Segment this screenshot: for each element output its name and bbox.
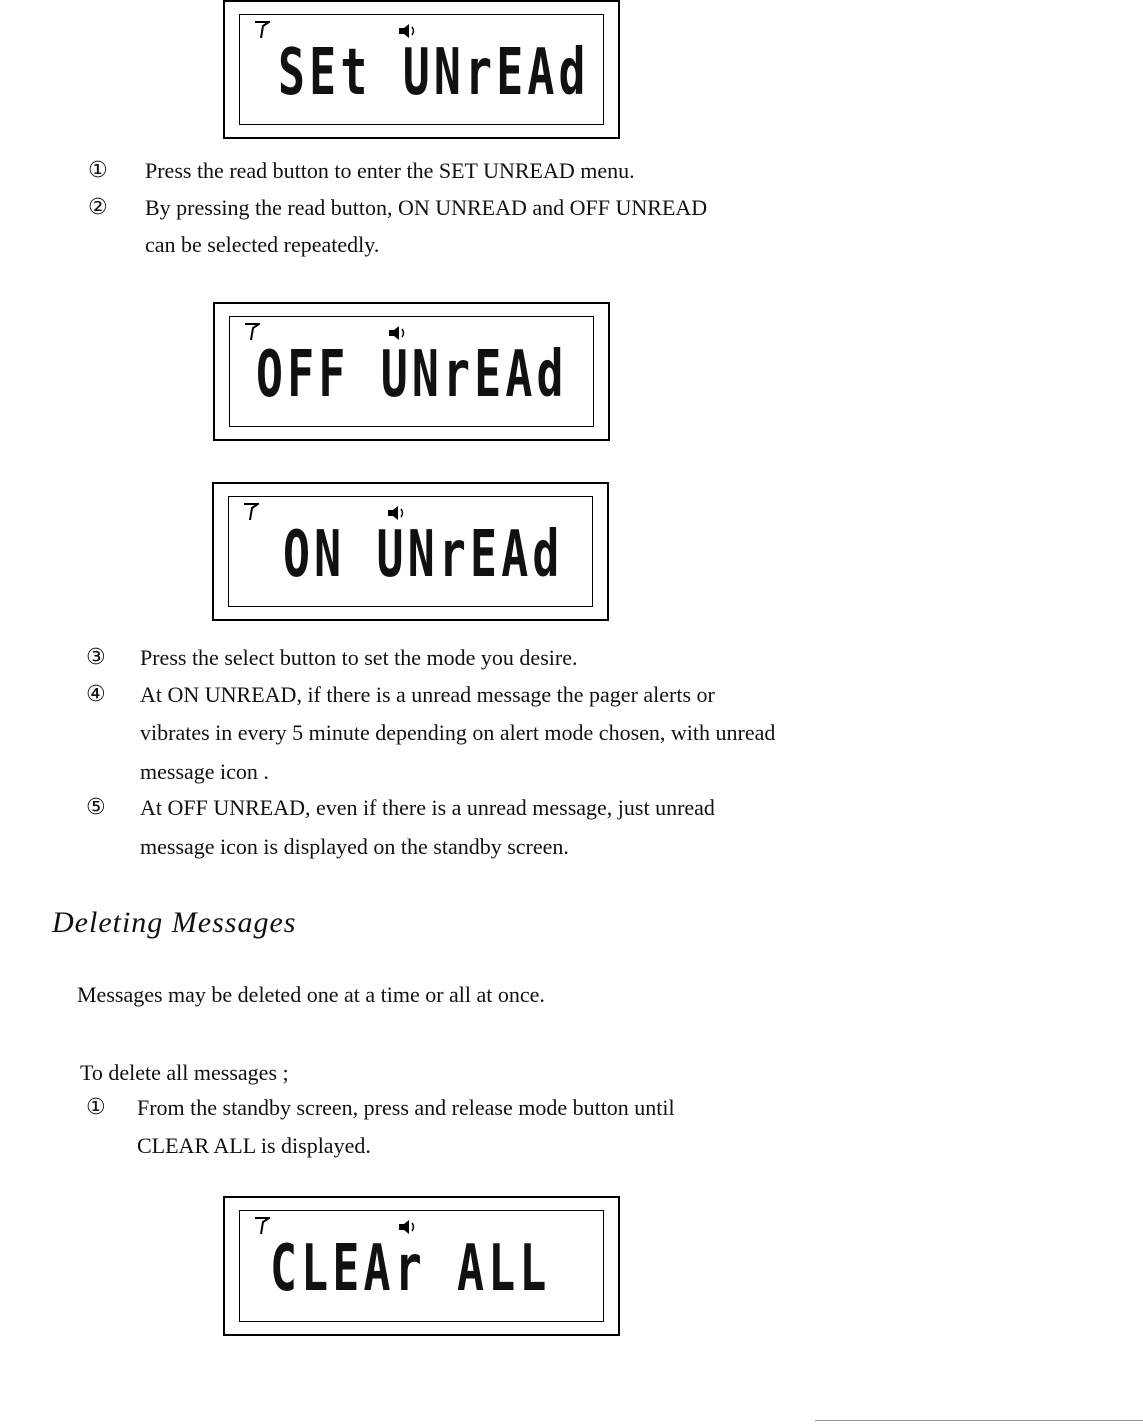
antenna-icon — [243, 503, 259, 521]
lcd-text: SEt UNrEAd — [278, 36, 590, 110]
step-text: By pressing the read button, ON UNREAD and OFF UNREAD — [145, 195, 708, 220]
lcd-off-unread — [213, 302, 610, 441]
step-text: message icon . — [140, 759, 269, 784]
step-number: ① — [86, 1095, 106, 1120]
step-text: message icon is displayed on the standby screen. — [140, 834, 569, 859]
step-number: ① — [88, 158, 108, 183]
section-heading: Deleting Messages — [52, 906, 297, 939]
intro-text: Messages may be deleted one at a time or all at once. — [77, 982, 545, 1007]
step-number: ⑤ — [86, 795, 106, 820]
lcd-display — [239, 1210, 604, 1322]
step-text: At OFF UNREAD, even if there is a unread message, just unread — [140, 795, 715, 820]
antenna-icon — [254, 21, 270, 39]
lcd-set-unread — [223, 0, 620, 139]
sub-heading: To delete all messages ; — [80, 1060, 289, 1085]
lcd-display — [239, 14, 604, 125]
step-number: ④ — [86, 682, 106, 707]
lcd-text: OFF UNrEAd — [256, 338, 568, 412]
lcd-text: ON UNrEAd — [283, 518, 564, 592]
step-number: ③ — [86, 645, 106, 670]
lcd-text: CLEAr ALL — [270, 1232, 551, 1306]
step-text: From the standby screen, press and release mode button until — [137, 1095, 675, 1120]
step-text: Press the read button to enter the SET UNREAD menu. — [145, 158, 635, 183]
step-text: vibrates in every 5 minute depending on alert mode chosen, with unread — [140, 720, 776, 745]
step-number: ② — [88, 195, 108, 220]
lcd-display — [229, 316, 594, 427]
step-text: can be selected repeatedly. — [145, 232, 380, 257]
step-text: At ON UNREAD, if there is a unread message the pager alerts or — [140, 682, 715, 707]
lcd-on-unread — [212, 482, 609, 621]
antenna-icon — [254, 1217, 270, 1235]
lcd-clear-all — [223, 1196, 620, 1336]
lcd-display — [228, 496, 593, 607]
step-text: CLEAR ALL is displayed. — [137, 1133, 371, 1158]
step-text: Press the select button to set the mode you desire. — [140, 645, 578, 670]
scan-artifact-line — [815, 1420, 1143, 1421]
